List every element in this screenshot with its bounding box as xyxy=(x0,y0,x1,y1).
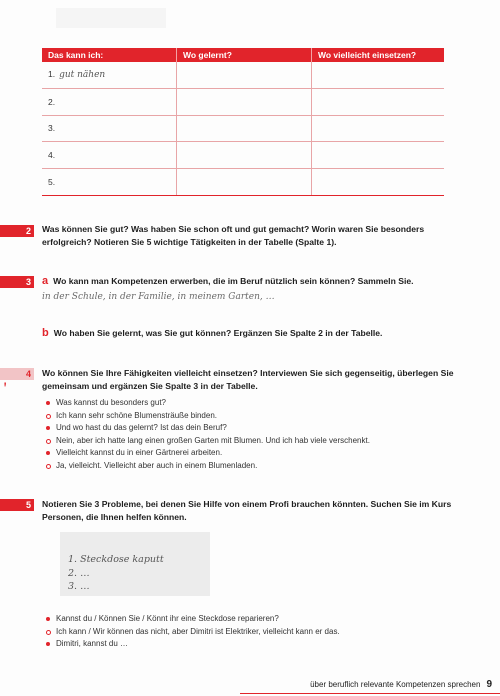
table-header-use: Wo vielleicht einsetzen? xyxy=(312,48,445,62)
task-5-dialog xyxy=(44,613,340,651)
dialog-line: Was kannst du besonders gut? xyxy=(44,397,370,410)
table-cell-learned[interactable] xyxy=(177,142,312,169)
partner-work-icon: ꞋꞋ xyxy=(4,381,6,391)
table-cell-skill[interactable] xyxy=(42,62,177,88)
task-number-3: 3 xyxy=(0,276,34,288)
table-header-learned: Wo gelernt? xyxy=(177,48,312,62)
task-5-instruction: Notieren Sie 3 Probleme, bei denen Sie Hilfe von einem Profi brauchen könnten. Suchen Sie im Kurs Personen, die Ihnen helfen können. xyxy=(42,499,452,522)
problem-note-card xyxy=(60,532,210,596)
task-4-dialog xyxy=(44,397,370,473)
table-header-can: Das kann ich: xyxy=(42,48,177,62)
task-3a-letter: a xyxy=(42,275,49,287)
task-number-5: 5 xyxy=(0,499,34,511)
table-cell-learned[interactable] xyxy=(177,169,312,196)
table-cell-skill[interactable] xyxy=(42,88,177,115)
table-cell-learned[interactable] xyxy=(177,62,312,88)
dialog-line: Vielleicht kannst du in einer Gärtnerei arbeiten. xyxy=(44,447,370,460)
table-row xyxy=(42,169,444,196)
dialog-line: Ich kann / Wir können das nicht, aber Dimitri ist Elektriker, vielleicht kann er das. xyxy=(44,626,340,639)
task-3b-letter: b xyxy=(42,327,49,339)
table-row xyxy=(42,115,444,142)
note-line-3: 3. … xyxy=(68,581,90,592)
table-cell-use[interactable] xyxy=(312,142,445,169)
table-cell-learned[interactable] xyxy=(177,115,312,142)
task-3b-text: Wo haben Sie gelernt, was Sie gut können? Ergänzen Sie Spalte 2 in der Tabelle. xyxy=(53,328,383,338)
footer-rule xyxy=(240,693,500,694)
dialog-line: Ja, vielleicht. Vielleicht aber auch in einem Blumenladen. xyxy=(44,460,370,473)
skills-table xyxy=(42,48,444,196)
task-4-instruction: Wo können Sie Ihre Fähigkeiten vielleicht einsetzen? Interviewen Sie sich gegenseitig, überlegen Sie gemeinsam und ergänzen Sie Spalte 3 in der Tabelle. xyxy=(42,368,454,391)
task-3a-instruction xyxy=(42,275,414,287)
dialog-line: Ich kann sehr schöne Blumensträuße binden. xyxy=(44,410,370,423)
dialog-line: Und wo hast du das gelernt? Ist das dein Beruf? xyxy=(44,422,370,435)
table-cell-use[interactable] xyxy=(312,115,445,142)
faded-header-area xyxy=(56,8,166,28)
table-cell-use[interactable] xyxy=(312,169,445,196)
row-number: 5. xyxy=(48,177,56,188)
task-number-4: 4 xyxy=(0,368,34,380)
task-number-2: 2 xyxy=(0,225,34,237)
task-3b-instruction xyxy=(42,327,382,339)
row-number: 3. xyxy=(48,123,56,134)
table-cell-use[interactable] xyxy=(312,62,445,88)
table-cell-skill[interactable] xyxy=(42,169,177,196)
table-row xyxy=(42,142,444,169)
table-cell-skill[interactable] xyxy=(42,142,177,169)
page-number: 9 xyxy=(486,679,492,690)
dialog-line: Kannst du / Können Sie / Könnt ihr eine Steckdose reparieren? xyxy=(44,613,340,626)
dialog-line: Dimitri, kannst du … xyxy=(44,638,340,651)
table-row xyxy=(42,62,444,88)
task-3a-handwritten-answer: in der Schule, in der Familie, in meinem Garten, … xyxy=(42,292,275,302)
footer-topic: über beruflich relevante Kompetenzen sprechen xyxy=(310,680,481,689)
row-number: 2. xyxy=(48,96,56,107)
table-cell-learned[interactable] xyxy=(177,88,312,115)
page-footer xyxy=(310,679,492,690)
handwritten-entry: gut nähen xyxy=(59,70,106,81)
table-cell-use[interactable] xyxy=(312,88,445,115)
table-cell-skill[interactable] xyxy=(42,115,177,142)
note-line-2: 2. … xyxy=(68,568,90,579)
task-2-instruction: Was können Sie gut? Was haben Sie schon oft und gut gemacht? Worin waren Sie besonders erfolgreich? Notieren Sie 5 wichtige Tätigkeiten in der Tabelle (Spalte 1). xyxy=(42,224,425,247)
note-line-1: 1. Steckdose kaputt xyxy=(68,554,164,565)
task-3a-text: Wo kann man Kompetenzen erwerben, die im Beruf nützlich sein können? Sammeln Sie. xyxy=(53,276,414,286)
row-number: 1. xyxy=(48,69,56,80)
row-number: 4. xyxy=(48,150,56,161)
table-row xyxy=(42,88,444,115)
dialog-line: Nein, aber ich hatte lang einen großen Garten mit Blumen. Und ich hab viele verschenkt. xyxy=(44,435,370,448)
